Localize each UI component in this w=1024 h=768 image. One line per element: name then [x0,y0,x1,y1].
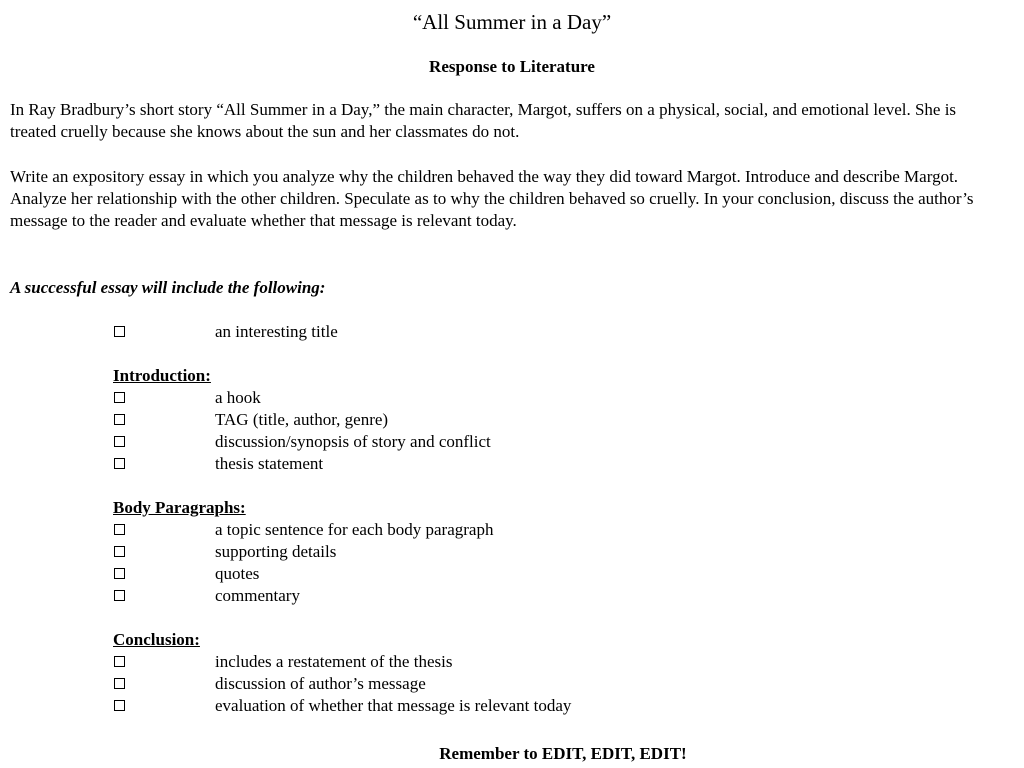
checklist-item [113,541,913,563]
checklist-item-label: includes a restatement of the thesis [215,652,453,671]
checklist-item [113,409,913,431]
checklist-item-label: thesis statement [215,454,324,473]
section-label-introduction: Introduction: [113,366,211,385]
checklist-item [113,431,913,453]
checklist-item-label: a hook [215,388,261,407]
section-label-body-paragraphs: Body Paragraphs: [113,498,246,517]
document-title: “All Summer in a Day” [412,10,612,34]
checkbox-icon[interactable] [114,458,125,469]
intro-paragraph: In Ray Bradbury’s short story “All Summer in a Day,” the main character, Margot, suffers on a physical, social, and emotional level. She is treated cruelly because she knows about the sun and her classmates do not. [10,100,957,141]
checklist-item-label: quotes [215,564,260,583]
checklist-item [113,695,913,717]
checklist-item [113,453,913,475]
criteria-heading: A successful essay will include the following: [10,278,326,297]
essay-checklist [113,321,913,717]
checklist-item-label: a topic sentence for each body paragraph [215,520,494,539]
section-label-conclusion: Conclusion: [113,630,200,649]
checklist-item-label: evaluation of whether that message is relevant today [215,696,572,715]
checklist-item-label: discussion of author’s message [215,674,426,693]
checkbox-icon[interactable] [114,436,125,447]
checkbox-icon[interactable] [114,590,125,601]
checklist-item-label: commentary [215,586,300,605]
checkbox-icon[interactable] [114,656,125,667]
checkbox-icon[interactable] [114,392,125,403]
checklist-item [113,651,913,673]
document-subtitle: Response to Literature [429,57,595,76]
checkbox-icon[interactable] [114,678,125,689]
checkbox-icon[interactable] [114,568,125,579]
checklist-item [113,563,913,585]
checklist-item [113,673,913,695]
prompt-paragraph: Write an expository essay in which you analyze why the children behaved the way they did toward Margot. Introduce and describe Margot. Analyze her relationship with the other children. Speculate as to why the children behaved so cruelly. In your conclusion, discuss the author’s message to the reader and evaluate whether that message is relevant today. [10,167,974,230]
checklist-item [113,585,913,607]
checklist-item [113,387,913,409]
checklist-item-label: supporting details [215,542,337,561]
checklist-item-label: an interesting title [215,322,338,341]
checklist-item-label: discussion/synopsis of story and conflict [215,432,491,451]
checkbox-icon[interactable] [114,546,125,557]
checkbox-icon[interactable] [114,524,125,535]
checklist-item [113,321,913,343]
checklist-item-label: TAG (title, author, genre) [215,410,389,429]
checkbox-icon[interactable] [114,700,125,711]
checklist-item [113,519,913,541]
closing-reminder: Remember to EDIT, EDIT, EDIT! [439,744,687,763]
checkbox-icon[interactable] [114,414,125,425]
checkbox-icon[interactable] [114,326,125,337]
